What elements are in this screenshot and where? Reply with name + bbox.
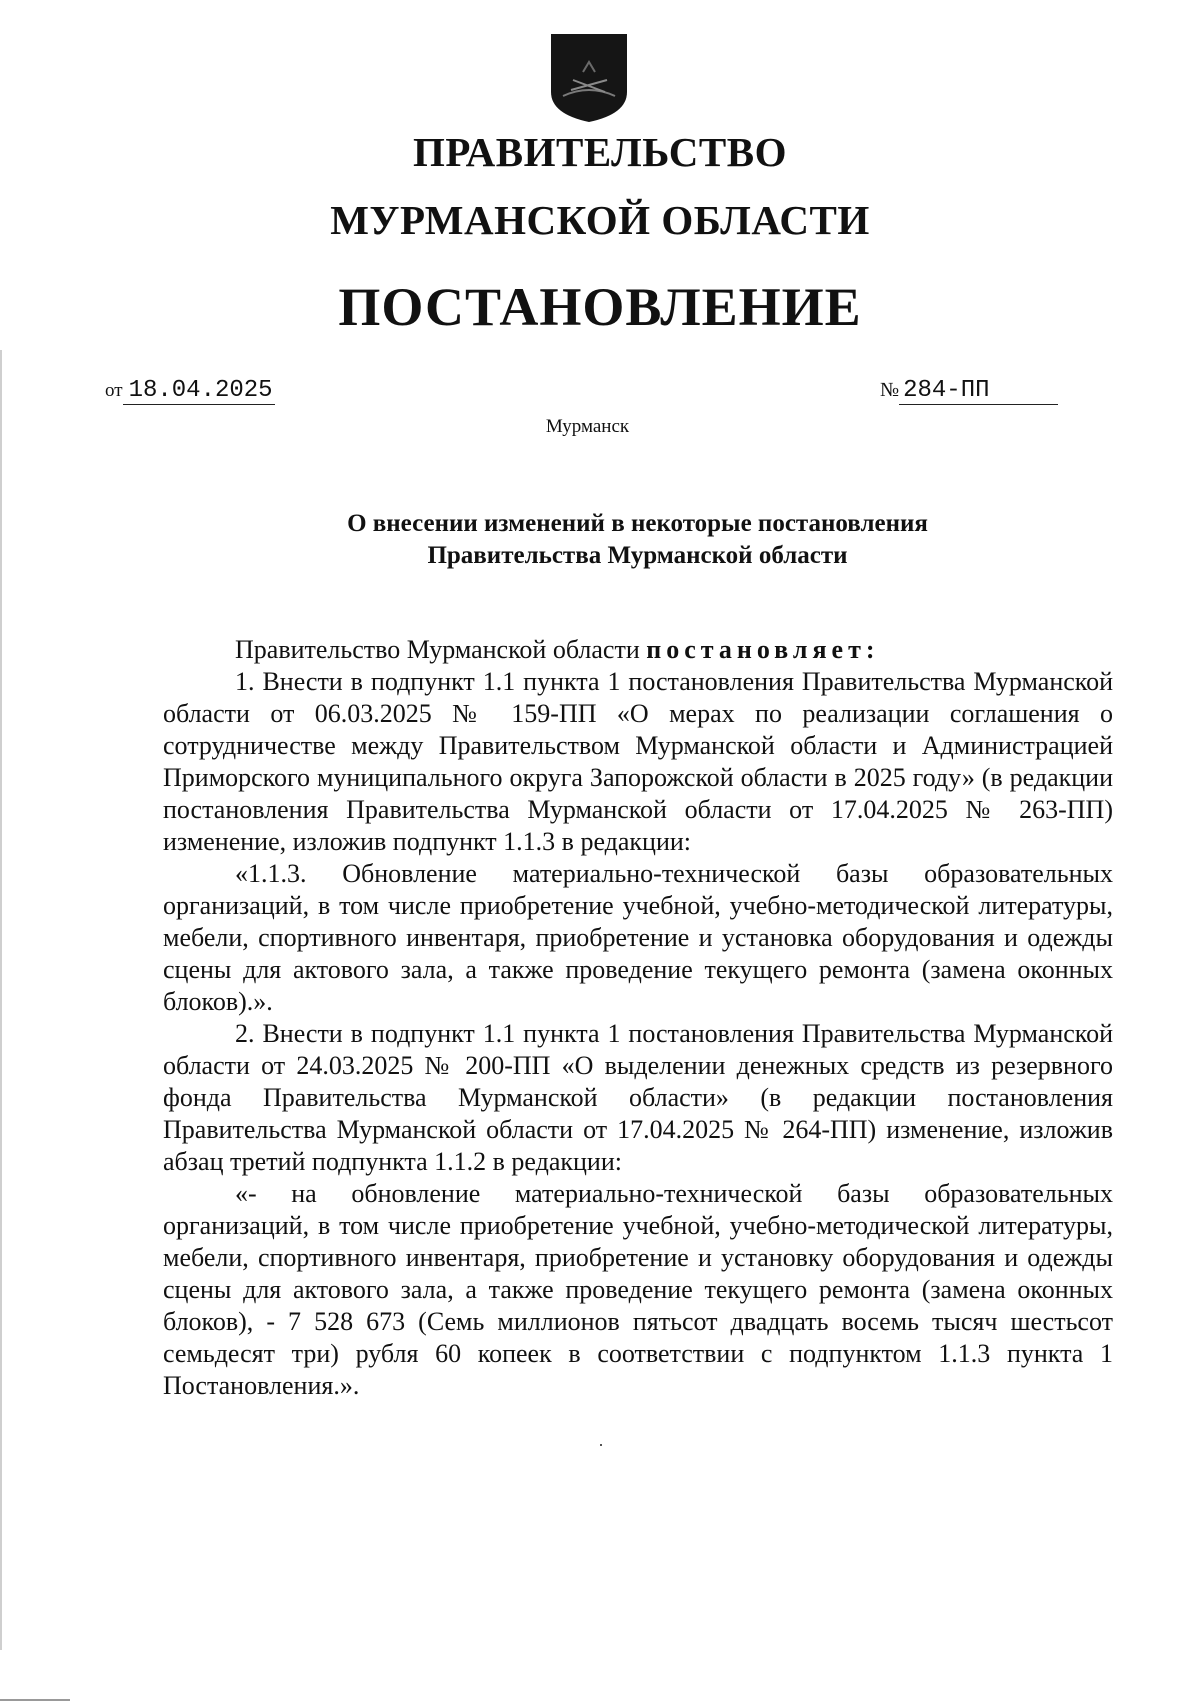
document-subject — [0, 508, 1200, 572]
number-value: 284-ПП — [899, 378, 1057, 405]
intro-text: Правительство Мурманской области — [235, 635, 647, 664]
scan-dot — [600, 1444, 602, 1446]
number-prefix: № — [880, 379, 900, 401]
subject-line1: О внесении изменений в некоторые постановления — [347, 510, 928, 537]
date-prefix: от — [105, 380, 123, 401]
city-name: Мурманск — [545, 416, 630, 437]
date-value: 18.04.2025 — [123, 378, 275, 405]
subject-line2: Правительства Мурманской области — [427, 542, 848, 569]
coat-of-arms-icon — [549, 32, 629, 124]
paragraph-1-quote: «1.1.3. Обновление материально-технической базы образовательных организаций, в том числе приобретение учебной, учебно-методической литературы, мебели, спортивного инвентаря, приобретение и установка оборудования и одежды сцены для актового зала, а также проведение текущего ремонта (замена оконных блоков).». — [163, 859, 1113, 1016]
document-number — [880, 378, 1058, 405]
org-name-line2: МУРМАНСКОЙ ОБЛАСТИ — [330, 197, 870, 243]
document-type-title: ПОСТАНОВЛЕНИЕ — [338, 277, 862, 337]
paragraph-2-quote: «- на обновление материально-технической базы образовательных организаций, в том числе приобретение учебной, учебно-методической литературы, мебели, спортивного инвентаря, приобретение и установку оборудования и одежды сцены для актового зала, а также проведение текущего ремонта (замена оконных блоков), - 7 528 673 (Семь миллионов пятьсот двадцать восемь тысяч шестьсот семьдесят три) рубля 60 копеек в соответствии с подпунктом 1.1.3 пункта 1 Постановления.». — [163, 1179, 1113, 1400]
paragraph-1: 1. Внести в подпункт 1.1 пункта 1 постановления Правительства Мурманской области от 06.03.2025 № 159-ПП «О мерах по реализации соглашения о сотрудничестве между Правительством Мурманской области и Администрацией Приморского муниципального округа Запорожской области в 2025 году» (в редакции постановления Правительства Мурманской области от 17.04.2025 № 263-ПП) изменение, изложив подпункт 1.1.3 в редакции: — [163, 667, 1113, 856]
intro-paragraph — [163, 634, 1113, 666]
paragraph-2: 2. Внести в подпункт 1.1 пункта 1 постановления Правительства Мурманской области от 24.03.2025 № 200-ПП «О выделении денежных средств из резервного фонда Правительства Мурманской области» (в редакции постановления Правительства Мурманской области от 17.04.2025 № 264-ПП) изменение, изложив абзац третий подпункта 1.1.2 в редакции: — [163, 1019, 1113, 1176]
org-name-line1: ПРАВИТЕЛЬСТВО — [412, 129, 788, 175]
resolves-word: постановляет: — [646, 635, 880, 664]
scan-edge-bottom — [0, 1699, 70, 1701]
document-date — [105, 378, 275, 405]
document-body — [163, 634, 1113, 1402]
